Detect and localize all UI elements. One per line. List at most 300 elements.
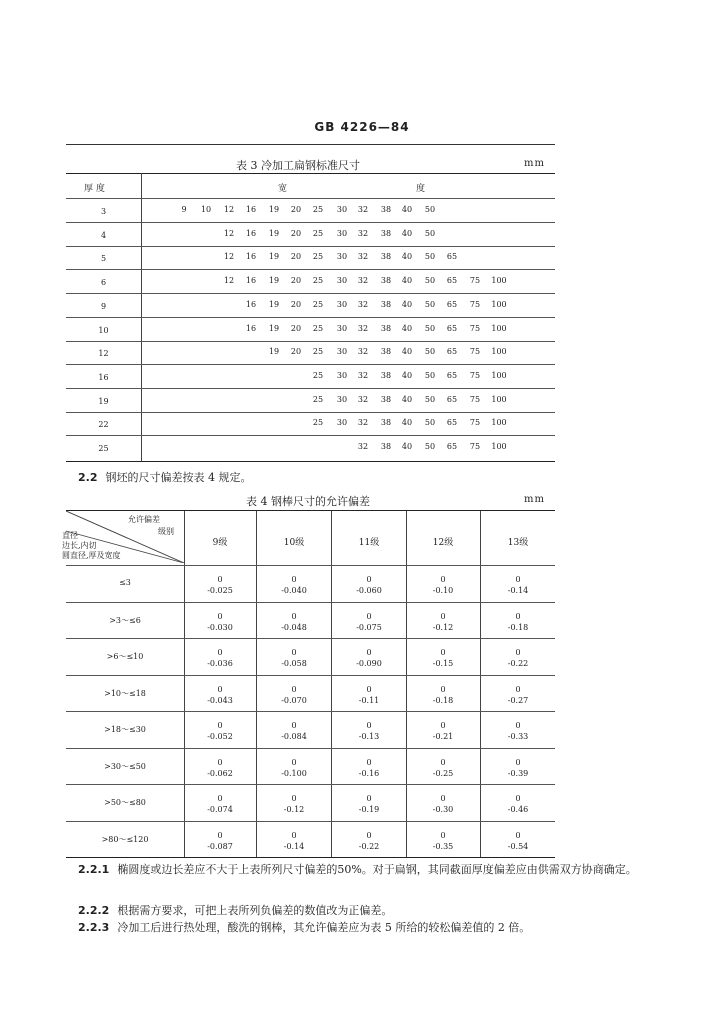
table3-width-cell: 19 xyxy=(268,205,280,214)
tolerance-upper: 0 xyxy=(515,794,521,803)
table4-tolerance-cell xyxy=(418,611,468,633)
header-rule xyxy=(66,144,555,145)
tolerance-lower: -0.54 xyxy=(507,841,529,851)
para-2-2-3-number: 2.2.3 xyxy=(78,921,110,934)
table3-header-rule xyxy=(66,198,555,199)
table4-grade-header: 9级 xyxy=(212,538,228,548)
table3-width-cell: 16 xyxy=(245,276,257,286)
table3-width-cell: 25 xyxy=(312,228,324,238)
table3-width-cell: 10 xyxy=(200,205,212,214)
table4-tolerance-cell xyxy=(418,574,468,596)
table3-row xyxy=(66,271,555,295)
table3-width-cell: 65 xyxy=(446,252,458,262)
table3-width-cell: 32 xyxy=(357,228,369,238)
table4-tolerance-cell xyxy=(195,757,245,779)
table4-tolerance-cell xyxy=(493,720,543,742)
table3-thickness-cell: 16 xyxy=(98,372,109,382)
table4-tolerance-cell xyxy=(493,793,543,815)
table4-row-rule xyxy=(66,821,555,822)
para-2-2-1-text: 椭圆度或边长差应不大于上表所列尺寸偏差的50%。对于扁钢，其同截面厚度偏差应由供需双方协商确定。 xyxy=(117,863,637,876)
table3-width-cell: 25 xyxy=(312,252,324,262)
tolerance-upper: 0 xyxy=(291,721,297,730)
table3-width-cell: 75 xyxy=(469,299,481,309)
table3-bottom-rule xyxy=(66,461,555,462)
table3-width-cell: 19 xyxy=(268,252,280,262)
table3-caption: 表 3 冷加工扁钢标准尺寸 xyxy=(236,159,360,172)
tolerance-upper: 0 xyxy=(217,611,223,621)
table3-thickness-cell: 3 xyxy=(100,207,107,216)
table3-width-cell: 38 xyxy=(380,276,392,286)
table4-corner-mid: 级别 xyxy=(158,527,174,536)
tolerance-lower: -0.062 xyxy=(207,768,233,778)
table3-width-cell: 40 xyxy=(401,299,413,309)
table3-width-cell: 30 xyxy=(336,276,348,286)
table3-width-cell: 65 xyxy=(446,276,458,286)
table3-width-cell: 25 xyxy=(312,418,324,428)
table4-grade-header: 12级 xyxy=(432,538,454,548)
table3-width-cell: 38 xyxy=(380,228,392,238)
tolerance-lower: -0.036 xyxy=(207,659,233,668)
tolerance-lower: -0.058 xyxy=(281,659,307,668)
table3-width-cell: 16 xyxy=(245,205,257,214)
tolerance-lower: -0.13 xyxy=(358,732,380,741)
table3-width-cell: 38 xyxy=(380,418,392,428)
table3-width-cell: 20 xyxy=(290,323,302,333)
tolerance-upper: 0 xyxy=(440,721,446,730)
tolerance-lower: -0.100 xyxy=(281,768,307,778)
table4-tolerance-cell xyxy=(269,647,319,669)
tolerance-upper: 0 xyxy=(366,575,372,584)
table3-width-cell: 40 xyxy=(401,276,413,286)
tolerance-lower: -0.075 xyxy=(356,622,382,632)
table3-unit: mm xyxy=(524,158,545,169)
table3-row xyxy=(66,342,555,366)
table3-width-cell: 50 xyxy=(424,394,436,404)
table3-thickness-cell: 6 xyxy=(100,278,107,288)
table3-width-cell: 16 xyxy=(245,228,257,238)
table3-width-cell: 30 xyxy=(336,205,348,214)
table3-row xyxy=(66,437,555,461)
table4-col-rule xyxy=(480,511,481,857)
tolerance-upper: 0 xyxy=(440,830,446,840)
table4-size-cell: >18～≤30 xyxy=(104,725,146,734)
table3-width-cell: 20 xyxy=(290,228,302,238)
table3-width-cell: 32 xyxy=(357,442,369,451)
table3-thickness-cell: 5 xyxy=(100,254,107,264)
table4-grade-header: 10级 xyxy=(283,538,305,548)
tolerance-lower: -0.16 xyxy=(358,768,380,778)
table3-row xyxy=(66,319,555,343)
tolerance-upper: 0 xyxy=(440,757,446,767)
table3-width-cell: 38 xyxy=(380,299,392,309)
table4-tolerance-cell xyxy=(344,574,394,596)
table3-thickness-header: 厚 度 xyxy=(84,184,105,194)
table3-width-cell: 75 xyxy=(469,418,481,428)
table4-tolerance-cell xyxy=(344,720,394,742)
table3-thickness-cell: 10 xyxy=(98,325,109,335)
table3-width-cell: 40 xyxy=(401,394,413,404)
tolerance-upper: 0 xyxy=(366,721,372,730)
table3-thickness-cell: 9 xyxy=(100,301,107,311)
tolerance-upper: 0 xyxy=(515,757,521,767)
tolerance-lower: -0.46 xyxy=(507,805,529,814)
table3-width-cell: 40 xyxy=(401,347,413,357)
table3-width-cell: 38 xyxy=(380,370,392,380)
table4-tolerance-cell xyxy=(269,684,319,706)
tolerance-lower: -0.25 xyxy=(432,768,454,778)
table4-tolerance-cell xyxy=(269,720,319,742)
table3-width-cell: 40 xyxy=(401,205,413,214)
tolerance-lower: -0.040 xyxy=(281,586,307,595)
para-2-2-1-number: 2.2.1 xyxy=(78,863,110,876)
tolerance-lower: -0.22 xyxy=(507,659,529,668)
tolerance-upper: 0 xyxy=(515,648,521,657)
table3-width-cell: 40 xyxy=(401,370,413,380)
table4-row-rule xyxy=(66,748,555,749)
table3-width-header-2: 度 xyxy=(416,184,426,194)
tolerance-upper: 0 xyxy=(515,684,521,694)
table3-width-cell: 65 xyxy=(446,323,458,333)
table4-header-rule xyxy=(66,565,555,566)
table3-width-cell: 40 xyxy=(401,418,413,428)
table3-width-cell: 100 xyxy=(491,299,507,309)
tolerance-upper: 0 xyxy=(366,757,372,767)
table4-size-cell: >10～≤18 xyxy=(104,688,146,698)
tolerance-upper: 0 xyxy=(440,684,446,694)
tolerance-lower: -0.18 xyxy=(432,695,454,705)
table3-width-cell: 20 xyxy=(290,205,302,214)
tolerance-upper: 0 xyxy=(291,575,297,584)
para-2-2-2-number: 2.2.2 xyxy=(78,904,110,917)
table4-size-cell: >50～≤80 xyxy=(104,798,146,807)
table3-width-cell: 75 xyxy=(469,394,481,404)
tolerance-lower: -0.14 xyxy=(283,841,305,851)
tolerance-upper: 0 xyxy=(217,575,223,584)
tolerance-upper: 0 xyxy=(291,757,297,767)
tolerance-lower: -0.35 xyxy=(432,841,454,851)
table4-tolerance-cell xyxy=(418,647,468,669)
table3-width-cell: 100 xyxy=(491,394,507,404)
table3-row xyxy=(66,295,555,319)
table4-tolerance-cell xyxy=(418,684,468,706)
table3-width-cell: 12 xyxy=(223,252,235,262)
table3-width-cell: 30 xyxy=(336,299,348,309)
table3-width-cell: 32 xyxy=(357,347,369,357)
tolerance-lower: -0.052 xyxy=(207,732,233,741)
table4-tolerance-cell xyxy=(269,757,319,779)
table3-width-cell: 50 xyxy=(424,276,436,286)
table3-row xyxy=(66,413,555,437)
table4-tolerance-cell xyxy=(195,647,245,669)
table4-size-cell: >30～≤50 xyxy=(104,761,146,771)
table4-grade-header: 13级 xyxy=(507,538,529,548)
tolerance-upper: 0 xyxy=(217,648,223,657)
tolerance-upper: 0 xyxy=(440,575,446,584)
table4-tolerance-cell xyxy=(195,793,245,815)
tolerance-lower: -0.11 xyxy=(358,695,380,705)
table3-width-cell: 19 xyxy=(268,276,280,286)
tolerance-lower: -0.30 xyxy=(432,805,454,814)
table4-row-rule xyxy=(66,784,555,785)
table4-tolerance-cell xyxy=(195,720,245,742)
table4-tolerance-cell xyxy=(195,574,245,596)
table3-width-cell: 16 xyxy=(245,323,257,333)
table3-width-cell: 25 xyxy=(312,276,324,286)
tolerance-upper: 0 xyxy=(291,648,297,657)
table3-top-rule xyxy=(66,173,555,174)
table4-tolerance-cell xyxy=(418,830,468,852)
table3-thickness-cell: 25 xyxy=(98,444,109,453)
tolerance-upper: 0 xyxy=(291,684,297,694)
table3-width-cell: 65 xyxy=(446,299,458,309)
tolerance-upper: 0 xyxy=(440,611,446,621)
para-2-2-3-text: 冷加工后进行热处理，酸洗的钢棒，其允许偏差应为表 5 所给的较松偏差值的 2 倍。 xyxy=(117,921,531,934)
tolerance-lower: -0.030 xyxy=(207,622,233,632)
tolerance-upper: 0 xyxy=(515,721,521,730)
tolerance-upper: 0 xyxy=(217,684,223,694)
para-2-2-2 xyxy=(78,903,638,918)
table3-width-cell: 25 xyxy=(312,205,324,214)
table3-row xyxy=(66,224,555,248)
tolerance-lower: -0.15 xyxy=(432,659,454,668)
table3-width-cell: 30 xyxy=(336,418,348,428)
table3-width-cell: 30 xyxy=(336,347,348,357)
table3-thickness-cell: 22 xyxy=(98,420,109,430)
tolerance-lower: -0.025 xyxy=(207,586,233,595)
table3-width-cell: 50 xyxy=(424,323,436,333)
table3-width-cell: 25 xyxy=(312,394,324,404)
table4-corner-left: 直径 边长,内切 圆直径,厚及宽度 xyxy=(62,531,121,560)
table3-width-cell: 32 xyxy=(357,418,369,428)
table4-tolerance-cell xyxy=(418,793,468,815)
table3-width-cell: 32 xyxy=(357,205,369,214)
tolerance-upper: 0 xyxy=(366,684,372,694)
tolerance-upper: 0 xyxy=(291,611,297,621)
table3-width-cell: 50 xyxy=(424,228,436,238)
tolerance-lower: -0.14 xyxy=(507,586,529,595)
table4-size-cell: >80～≤120 xyxy=(101,834,149,844)
table3-row xyxy=(66,247,555,271)
table3-width-cell: 50 xyxy=(424,347,436,357)
table3-width-cell: 75 xyxy=(469,442,481,451)
para-2-2-1 xyxy=(78,862,638,877)
table3-width-header-1: 宽 xyxy=(278,184,288,194)
table3-width-cell: 38 xyxy=(380,442,392,451)
table4-corner-top: 允许偏差 xyxy=(128,515,160,524)
table4-row-rule xyxy=(66,602,555,603)
table4-grade-header: 11级 xyxy=(358,538,380,548)
table3-width-cell: 50 xyxy=(424,370,436,380)
table4-tolerance-cell xyxy=(344,647,394,669)
table3-width-cell: 50 xyxy=(424,299,436,309)
table3-width-cell: 50 xyxy=(424,205,436,214)
table4-tolerance-cell xyxy=(344,757,394,779)
tolerance-upper: 0 xyxy=(217,794,223,803)
table4-tolerance-cell xyxy=(344,830,394,852)
table3-width-cell: 30 xyxy=(336,394,348,404)
table3-width-cell: 40 xyxy=(401,228,413,238)
table3-width-cell: 19 xyxy=(268,299,280,309)
tolerance-upper: 0 xyxy=(440,794,446,803)
tolerance-lower: -0.060 xyxy=(356,586,382,595)
table3-width-cell: 65 xyxy=(446,394,458,404)
table3-width-cell: 12 xyxy=(223,276,235,286)
table4-row-rule xyxy=(66,711,555,712)
table3-width-cell: 65 xyxy=(446,442,458,451)
table4-tolerance-cell xyxy=(344,793,394,815)
tolerance-upper: 0 xyxy=(366,794,372,803)
table3-width-cell: 100 xyxy=(491,347,507,357)
tolerance-lower: -0.043 xyxy=(207,695,233,705)
table4-row-rule xyxy=(66,675,555,676)
table3-width-cell: 12 xyxy=(223,228,235,238)
table3-width-cell: 65 xyxy=(446,347,458,357)
table3-width-cell: 32 xyxy=(357,276,369,286)
table4-tolerance-cell xyxy=(493,830,543,852)
table3-width-cell: 32 xyxy=(357,323,369,333)
tolerance-lower: -0.084 xyxy=(281,732,307,741)
tolerance-upper: 0 xyxy=(217,830,223,840)
table3-width-cell: 65 xyxy=(446,418,458,428)
table3-width-cell: 40 xyxy=(401,442,413,451)
tolerance-lower: -0.074 xyxy=(207,805,233,814)
table4-tolerance-cell xyxy=(493,684,543,706)
table4-caption: 表 4 钢棒尺寸的允许偏差 xyxy=(246,495,370,508)
table4-tolerance-cell xyxy=(195,830,245,852)
standard-header: GB 4226—84 xyxy=(314,120,410,134)
table3-width-cell: 20 xyxy=(290,347,302,357)
tolerance-upper: 0 xyxy=(291,830,297,840)
table4-tolerance-cell xyxy=(195,684,245,706)
tolerance-lower: -0.22 xyxy=(358,841,380,851)
table4-tolerance-cell xyxy=(493,647,543,669)
table3-width-cell: 100 xyxy=(491,418,507,428)
table3-thickness-cell: 4 xyxy=(100,230,107,240)
table4-tolerance-cell xyxy=(418,757,468,779)
table3-row xyxy=(66,390,555,414)
table3-width-cell: 32 xyxy=(357,299,369,309)
para-2-2-2-text: 根据需方要求，可把上表所列负偏差的数值改为正偏差。 xyxy=(117,904,393,917)
table4-size-cell: >6～≤10 xyxy=(106,652,144,661)
table4-col-rule xyxy=(256,511,257,857)
table4-col-rule xyxy=(406,511,407,857)
table3-width-cell: 19 xyxy=(268,323,280,333)
table4-tolerance-cell xyxy=(269,793,319,815)
table3-width-cell: 50 xyxy=(424,442,436,451)
table3-width-cell: 30 xyxy=(336,228,348,238)
table3-width-cell: 38 xyxy=(380,252,392,262)
table3-width-cell: 75 xyxy=(469,323,481,333)
table3-width-cell: 75 xyxy=(469,347,481,357)
tolerance-lower: -0.087 xyxy=(207,841,233,851)
table3-width-cell: 25 xyxy=(312,299,324,309)
tolerance-upper: 0 xyxy=(366,830,372,840)
tolerance-lower: -0.070 xyxy=(281,695,307,705)
table3-thickness-cell: 19 xyxy=(98,396,109,406)
table3-width-cell: 38 xyxy=(380,347,392,357)
table3 xyxy=(66,173,555,461)
tolerance-upper: 0 xyxy=(217,721,223,730)
table3-width-cell: 38 xyxy=(380,323,392,333)
table3-width-cell: 20 xyxy=(290,252,302,262)
table3-row xyxy=(66,366,555,390)
table3-width-cell: 30 xyxy=(336,370,348,380)
table3-width-cell: 25 xyxy=(312,347,324,357)
table3-width-cell: 50 xyxy=(424,252,436,262)
table3-width-cell: 16 xyxy=(245,252,257,262)
table4-tolerance-cell xyxy=(418,720,468,742)
tolerance-lower: -0.10 xyxy=(432,586,454,595)
table3-width-cell: 25 xyxy=(312,370,324,380)
table3-width-cell: 25 xyxy=(312,323,324,333)
tolerance-lower: -0.27 xyxy=(507,695,529,705)
table3-width-cell: 32 xyxy=(357,394,369,404)
tolerance-lower: -0.21 xyxy=(432,732,454,741)
tolerance-lower: -0.12 xyxy=(283,805,305,814)
table3-width-cell: 100 xyxy=(491,276,507,286)
table4-col-rule xyxy=(331,511,332,857)
table3-thickness-cell: 12 xyxy=(98,349,109,359)
table3-width-cell: 100 xyxy=(491,442,507,451)
table4 xyxy=(62,510,555,858)
table3-width-cell: 30 xyxy=(336,252,348,262)
tolerance-lower: -0.12 xyxy=(432,622,454,632)
tolerance-upper: 0 xyxy=(515,611,521,621)
tolerance-lower: -0.33 xyxy=(507,732,529,741)
table4-tolerance-cell xyxy=(269,611,319,633)
para-2-2-number: 2.2 xyxy=(78,471,98,484)
table3-width-cell: 38 xyxy=(380,394,392,404)
para-2-2 xyxy=(78,470,638,485)
table3-width-cell: 19 xyxy=(268,228,280,238)
para-2-2-text: 钢坯的尺寸偏差按表 4 规定。 xyxy=(105,471,252,484)
table4-size-cell: >3～≤6 xyxy=(109,615,141,625)
table3-width-cell: 32 xyxy=(357,252,369,262)
table3-width-cell: 12 xyxy=(223,205,235,214)
table3-width-cell: 30 xyxy=(336,323,348,333)
table3-width-cell: 100 xyxy=(491,323,507,333)
table3-width-cell: 19 xyxy=(268,347,280,357)
table4-tolerance-cell xyxy=(493,611,543,633)
table4-unit: mm xyxy=(524,494,545,505)
table3-row xyxy=(66,200,555,224)
table3-width-cell: 20 xyxy=(290,299,302,309)
table4-tolerance-cell xyxy=(493,574,543,596)
table3-width-cell: 75 xyxy=(469,276,481,286)
table4-row-rule xyxy=(66,638,555,639)
table3-width-cell: 40 xyxy=(401,323,413,333)
tolerance-lower: -0.19 xyxy=(358,805,380,814)
table3-width-cell: 100 xyxy=(491,370,507,380)
tolerance-upper: 0 xyxy=(440,648,446,657)
para-2-2-3 xyxy=(78,920,638,935)
table3-width-cell: 16 xyxy=(245,299,257,309)
table3-width-cell: 75 xyxy=(469,370,481,380)
table4-tolerance-cell xyxy=(269,830,319,852)
table4-tolerance-cell xyxy=(344,684,394,706)
table4-size-cell: ≤3 xyxy=(119,578,131,587)
table3-width-cell: 32 xyxy=(357,370,369,380)
tolerance-lower: -0.048 xyxy=(281,622,307,632)
tolerance-lower: -0.18 xyxy=(507,622,529,632)
table4-tolerance-cell xyxy=(493,757,543,779)
table4-tolerance-cell xyxy=(344,611,394,633)
table4-col-rule xyxy=(184,511,185,857)
tolerance-upper: 0 xyxy=(217,757,223,767)
tolerance-upper: 0 xyxy=(291,794,297,803)
tolerance-upper: 0 xyxy=(366,648,372,657)
tolerance-upper: 0 xyxy=(515,575,521,584)
